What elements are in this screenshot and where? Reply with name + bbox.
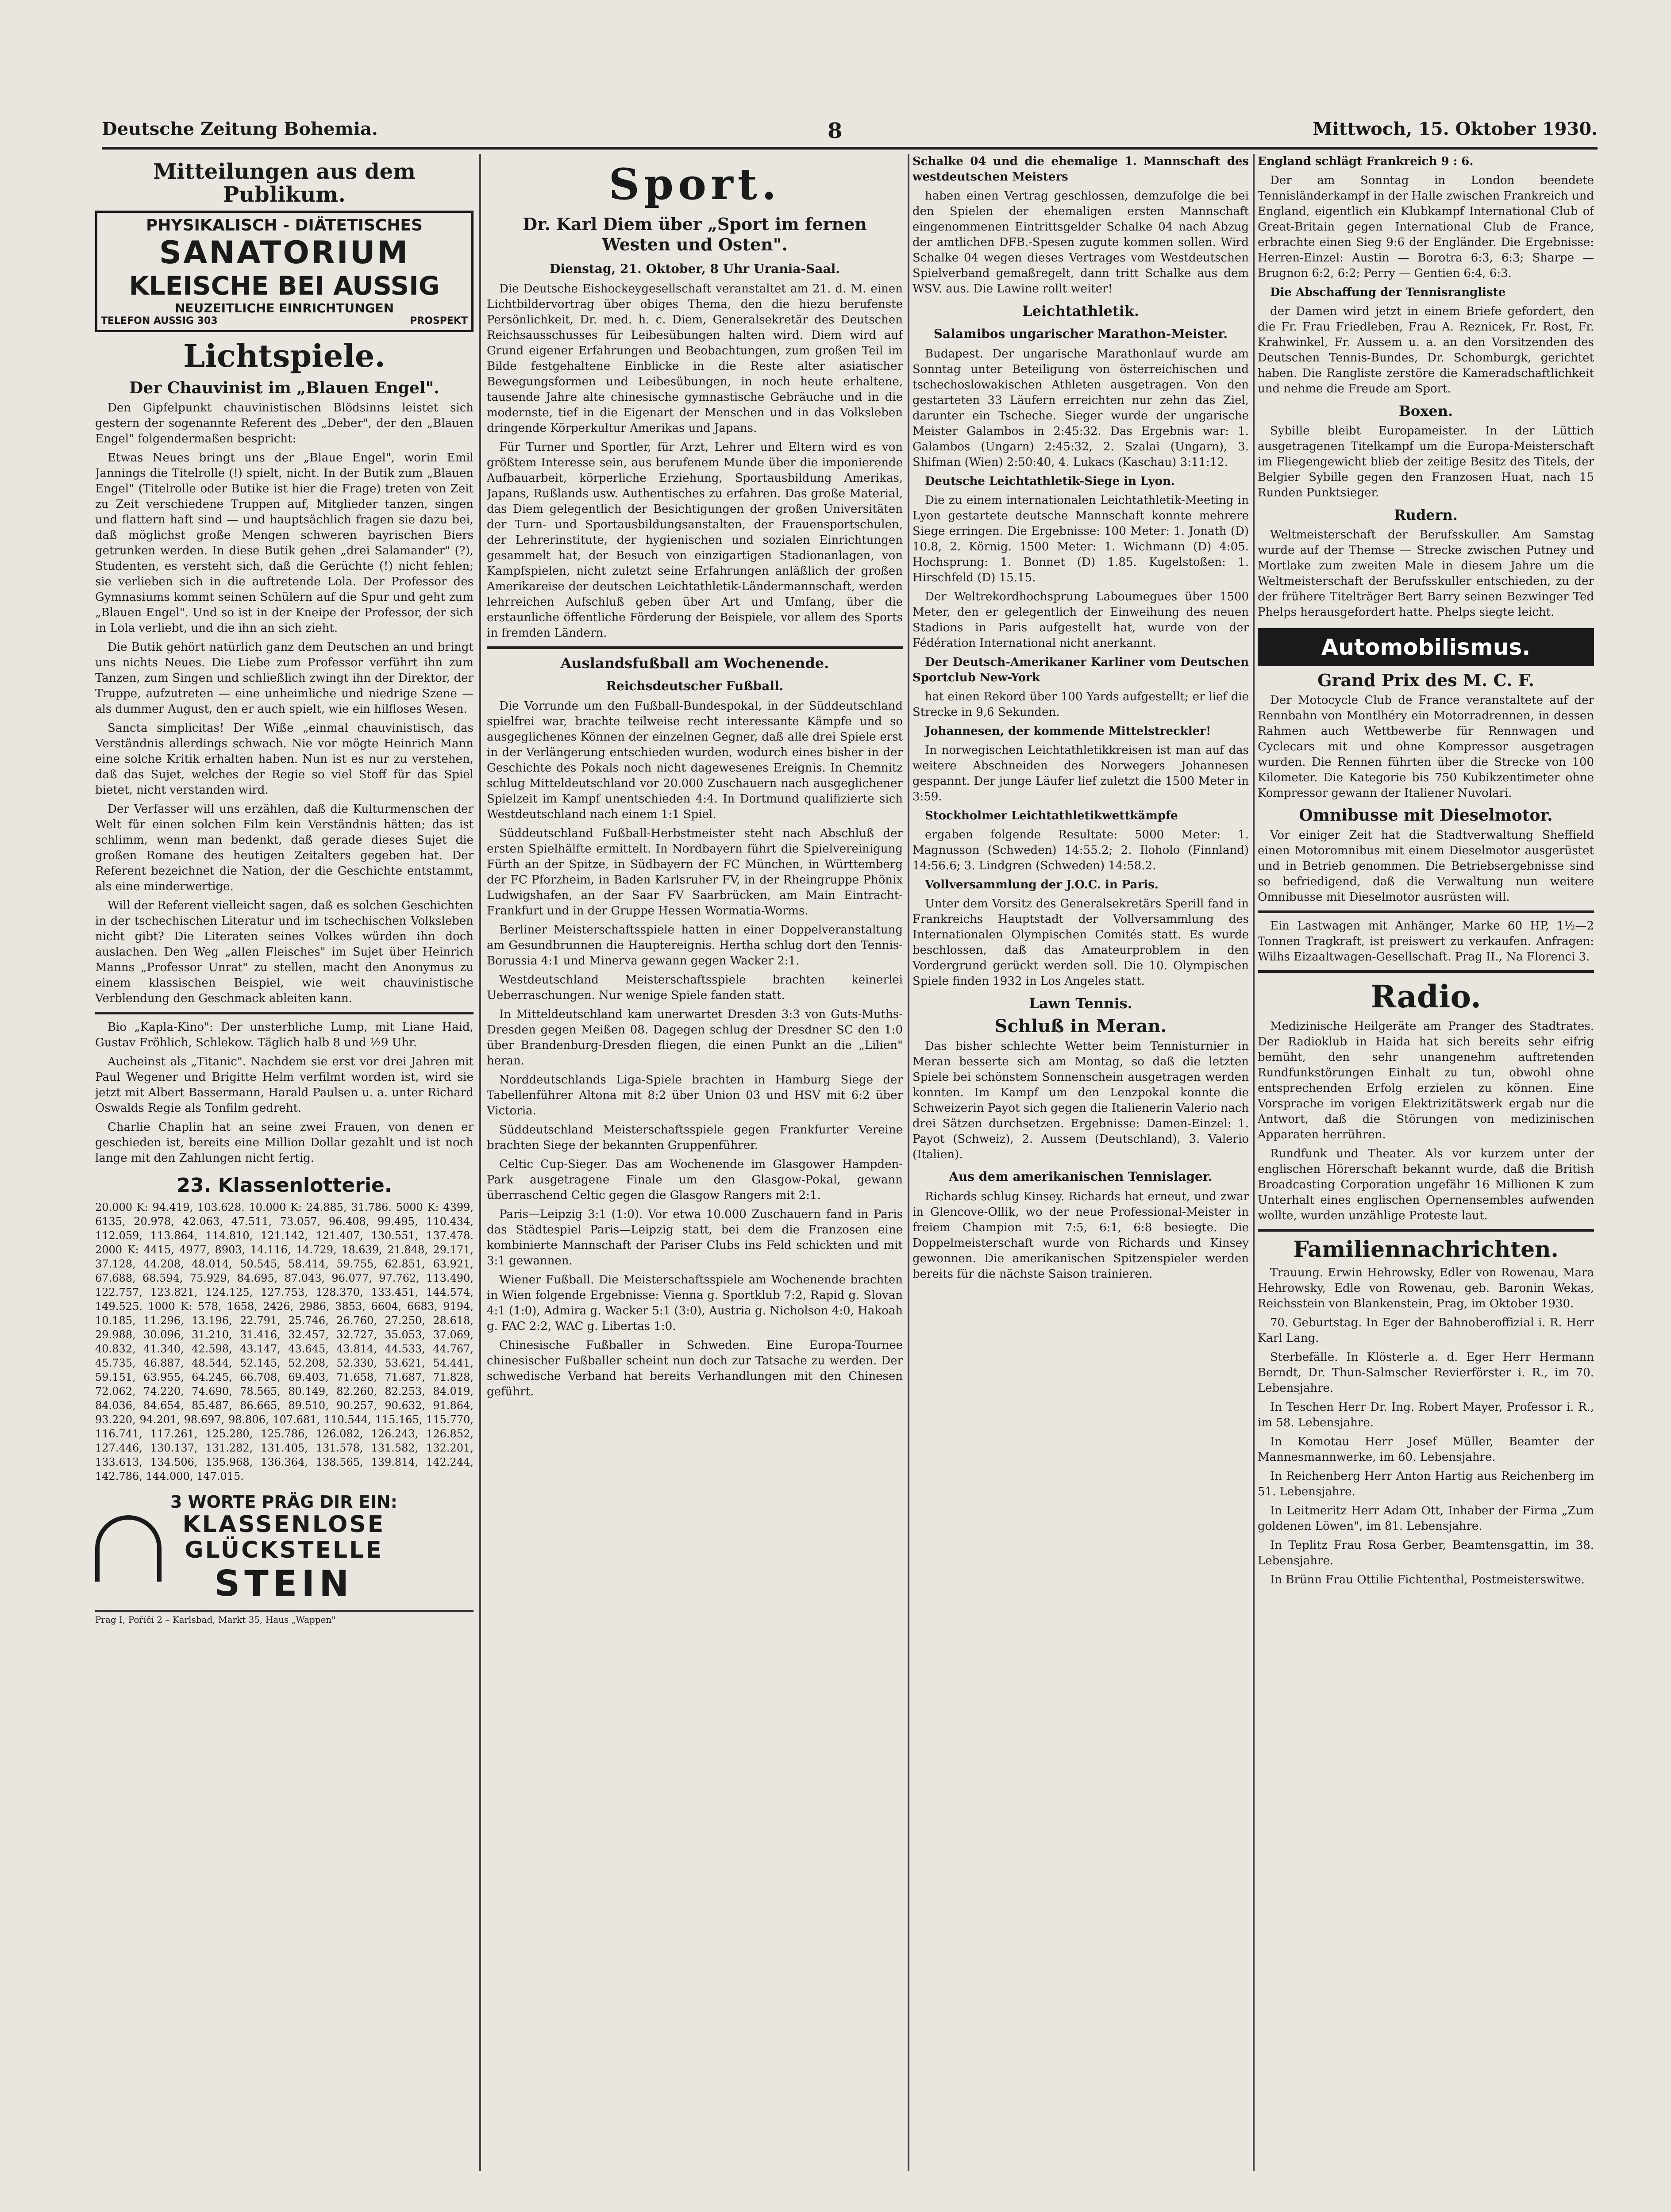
article-lead: Stockholmer Leichtathletikwettkämpfe — [925, 809, 1178, 822]
paragraph: Paris—Leipzig 3:1 (1:0). Vor etwa 10.000 Zuschauern fand in Paris das Städtespiel Paris—Leipzig statt, bei dem die Franzosen eine kombinierte Mannschaft der Pariser Clubs ins Feld schickten und mit 3:1 gewannen. — [487, 1208, 903, 1267]
article-body — [1258, 154, 1594, 397]
divider — [1258, 970, 1594, 973]
paragraph: Den Gipfelpunkt chauvinistischen Blödsinns leistet sich gestern der sogenannte Referent des „Deber", der den „Blauen Engel" folgendermaßen bespricht: — [95, 401, 474, 445]
article-lead: Der Deutsch-Amerikaner Karliner vom Deutschen Sportclub New-York — [913, 656, 1249, 684]
paragraph: der Damen wird jetzt in einem Briefe gefordert, den die Fr. Frau Friedleben, Frau A. Reznicek, Fr. Rost, Fr. Krahwinkel, Fr. Aussem u. a. an den Vorsitzenden des Deutschen Tennis-Bundes, Dr. Schomburgk, gerichtet haben. Die Rangliste zerstöre die Kameradschaftlichkeit und nehme die Freude am Sport. — [1258, 305, 1594, 396]
paragraph: 70. Geburtstag. In Eger der Bahnoberoffizial i. R. Herr Karl Lang. — [1258, 1316, 1594, 1345]
paragraph: In Brünn Frau Ottilie Fichtenthal, Postmeisterswitwe. — [1270, 1573, 1585, 1586]
article-heading: Omnibusse mit Dieselmotor. — [1299, 806, 1553, 825]
paragraph: Etwas Neues bringt uns der „Blaue Engel", worin Emil Jannings die Titelrolle (!) spielt, nicht. In der Butik zum „Blauen Engel" (Titelrolle oder Butike ist hier die Frage) treten von Zeit zu Zeit verschiedene Truppen auf, Mitglieder tanzen, singen und flattern haft sind — und hauptsächlich fragen sie dazu bei, daß möglichst große Mengen schweren bayrischen Biers getrunken werden. In diese Butik gehen „drei Salamander" (?), Studenten, es versteht sich, daß die Gerüchte (!) nicht fehlen; sie verlieben sich in die auftretende Lola. Der Professor des Gymnasiums kommt seinen Schülern auf die Spur und geht zum „Blauen Engel". Und so ist in der Kneipe der Professor, der sich in Lola verliebt, und die ihn an sich zieht. — [95, 451, 474, 635]
stein-ad — [95, 1492, 474, 1604]
paragraph: Bio „Kapla-Kino": Der unsterbliche Lump, mit Liane Haid, Gustav Fröhlich, Schlekow. Täglich halb 8 und ½9 Uhr. — [95, 1021, 474, 1049]
paragraph: Der Weltrekordhochsprung Laboumegues über 1500 Meter, den er gelegentlich der Einweihung des neuen Stadions in Paris aufgestellt hat, wurde von der Fédération International nicht anerkannt. — [913, 590, 1249, 650]
ad-line: PHYSIKALISCH - DIÄTETISCHES — [146, 216, 423, 234]
section-heading: Familiennachrichten. — [1293, 1236, 1559, 1262]
paragraph: Rundfunk und Theater. Als vor kurzem unter der englischen Hörerschaft bekannt wurde, daß die British Broadcasting Corporation ungefähr 16 Millionen K zum Unterhalt eines englischen Opernensembles aufwenden wollte, wurden unzählige Proteste laut. — [1258, 1147, 1594, 1222]
section-heading: Radio. — [1370, 978, 1482, 1015]
article-subheading: Reichsdeutscher Fußball. — [606, 679, 784, 693]
paragraph: Die Deutsche Eishockeygesellschaft veranstaltet am 21. d. M. einen Lichtbildervortrag über obiges Thema, den die hiezu berufenste Persönlichkeit, Dr. med. h. c. Diem, Generalsekretär des Deutschen Reichsausschusses für Leibesübungen halten wird. Diem wird auf Grund eigener Erfahrungen und Beobachtungen, zum großen Teil im Bilde festgehaltene Einblicke in die Reste alter asiatischer Bewegungsformen und Leibesübungen, in noch heute erhaltene, tausende Jahre alte chinesische gymnastische Gebräuche und in die modernste, tief in die Eigenart der Menschen und in das Volksleben dringende Körperkultur Amerikas und Japans. — [487, 282, 903, 435]
paragraph: hat einen Rekord über 100 Yards aufgestellt; er lief die Strecke in 9,6 Sekunden. — [913, 690, 1249, 719]
article-lead: Vollversammlung der J.O.C. in Paris. — [925, 878, 1159, 891]
article-body — [1258, 1019, 1594, 1224]
ad-footer — [101, 315, 468, 326]
column-rule — [1253, 154, 1255, 2171]
paragraph: Süddeutschland Fußball-Herbstmeister steht nach Abschluß der ersten Spielhälfte ermittelt. In Nordbayern führt die Spielvereinigung Fürth an der Spitze, in Südbayern der FC München, in Württemberg der FC Pforzheim, in Baden Karlsruher FV, in der Rheingruppe Phönix Ludwigshafen, an der Saar FV Saarbrücken, am Main Eintracht-Frankfurt und in der Gruppe Hessen Wormatia-Worms. — [487, 827, 903, 918]
column-3 — [913, 154, 1249, 2212]
article-heading: Salamibos ungarischer Marathon-Meister. — [933, 326, 1228, 341]
paragraph: Charlie Chaplin hat an seine zwei Frauen, von denen er geschieden ist, bereits eine Million Dollar gezahlt und ist noch lange mit den Zahlungen nicht fertig. — [95, 1121, 474, 1165]
paragraph: Vor einiger Zeit hat die Stadtverwaltung Sheffield einen Motoromnibus mit einem Dieselmotor ausgerüstet und in Betrieb genommen. Die Betriebsergebnisse sind so befriedigend, daß die Verwaltung nun weitere Omnibusse mit Dieselmotor ausrüsten will. — [1258, 829, 1594, 904]
column-2 — [487, 154, 903, 2212]
paragraph: Der am Sonntag in London beendete Tennisländerkampf in der Halle zwischen Frankreich und England, eigentlich ein Klubkampf International Club of Great-Britain gegen International Club de France, erbrachte einen Sieg 9:6 der Engländer. Die Ergebnisse: Herren-Einzel: Austin — Borotra 6:3, 6:3; Sharpe — Brugnon 6:2, 6:2; Perry — Gentien 6:4, 6:3. — [1258, 174, 1594, 280]
ad-line: KLASSENLOSE — [182, 1511, 385, 1538]
article-heading: Dr. Karl Diem über „Sport im fernen Westen und Osten". — [523, 214, 867, 254]
divider — [1258, 910, 1594, 913]
paragraph: Richards schlug Kinsey. Richards hat erneut, und zwar in Glencove-Ollik, wo der neue Professional-Meister in freiem Champion mit 7:5, 6:1, 6:8 besiegte. Die Doppelmeisterschaft wurde von Richards und Kinsey gewonnen. Die amerikanischen Spitzenspieler werden bereits für die nächste Saison trainieren. — [913, 1190, 1249, 1281]
lottery-heading: 23. Klassenlotterie. — [177, 1174, 392, 1197]
paragraph: haben einen Vertrag geschlossen, demzufolge die bei den Spielen der ehemaligen ersten Mannschaft eingenommenen Eintrittsgelder Schalke 04 nach Abzug der amtlichen DFB.-Spesen zugute kommen sollen. Wird Schalke 04 wegen dieses Vertrages vom Westdeutschen Spielverband gemaßregelt, dann tritt Schalke aus dem WSV. aus. Die Lawine rollt weiter! — [913, 189, 1249, 296]
ad-phone: TELEFON AUSSIG 303 — [101, 315, 218, 326]
article-body — [487, 699, 903, 1400]
paragraph: Weltmeisterschaft der Berufsskuller. Am Samstag wurde auf der Themse — Strecke zwischen Putney und Mortlake zum zweiten Male in diesem Jahre um die Weltmeisterschaft der Berufsskuller entschieden, zu der der frühere Titelträger Bert Barry seinen Bezwinger Ted Phelps herausgefordert hatte. Phelps siegte leicht. — [1258, 528, 1594, 619]
section-title: Sport. — [608, 159, 781, 209]
section-heading: Boxen. — [1398, 403, 1453, 419]
paragraph: Für Turner und Sportler, für Arzt, Lehrer und Eltern wird es von größtem Interesse sein, aus berufenem Munde über die imponierende Aufbauarbeit, körperliche Erziehung, Sportausbildung Amerikas, Japans, Rußlands usw. Authentisches zu erfahren. Das große Material, das Diem gelegentlich der Besichtigungen der großen Universitäten der Turn- und Sportausbildungsanstalten, der Frauensportschulen, der Lehrerinstitute, der hygienischen und sozialen Einrichtungen gesammelt hat, der Besuch von einzigartigen Stadionanlagen, von Kampfspielen, nicht zuletzt seine Erfahrungen anläßlich der großen Amerikareise der deutschen Leichtathletik-Ländermannschaft, werden lehrreichen Aufschluß geben über Art und Umfang, über die erstaunliche öffentliche Förderung der Beispiele, vor allem des Sports in fremden Ländern. — [487, 441, 903, 640]
ad-line: GLÜCKSTELLE — [184, 1537, 383, 1563]
column-4 — [1258, 154, 1594, 2212]
column-1 — [95, 154, 474, 2212]
paragraph: Unter dem Vorsitz des Generalsekretärs Sperill fand in Frankreichs Hauptstadt der Vollversammlung des Internationalen Olympischen Comités statt. Es wurde beschlossen, daß das Amateurproblem in den Vordergrund gerückt werden soll. Die 10. Olympischen Spiele finden 1932 in Los Angeles statt. — [913, 897, 1249, 988]
ad-prospekt: PROSPEKT — [410, 315, 468, 326]
article-body — [913, 1189, 1249, 1282]
newspaper-name: Deutsche Zeitung Bohemia. — [102, 119, 378, 139]
notices-heading: Mitteilungen aus dem Publikum. — [153, 159, 416, 207]
paragraph: Der Motocycle Club de France veranstaltete auf der Rennbahn von Montlhéry ein Motorradrennen, in dessen Rahmen auch Wettbewerbe für Rennwagen und Cyclecars mit und ohne Kompressor ausgetragen wurden. Die Rennen führten über die Strecke von 100 Kilometer. Die Kategorie bis 750 Kubikzentimeter ohne Kompressor gewann der Italiener Nuvolari. — [1258, 694, 1594, 800]
column-rule — [908, 154, 909, 2171]
ad-line: STEIN — [214, 1563, 354, 1604]
divider — [95, 1012, 474, 1014]
divider — [1258, 1229, 1594, 1232]
paragraph: Aucheinst als „Titanic". Nachdem sie erst vor drei Jahren mit Paul Wegener und Brigitte Helm verfilmt worden ist, wird sie jetzt mit Albert Bassermann, Harald Paulsen u. a. unter Richard Oswalds Regie als Tonfilm gedreht. — [95, 1055, 474, 1115]
paragraph: Das bisher schlechte Wetter beim Tennisturnier in Meran besserte sich am Montag, so daß die letzten Spiele bei schönstem Sonnenschein ausgetragen werden konnten. Im Kampf um den Lenzpokal konnte die Schweizerin Payot sich gegen die Italienerin Valerio nach drei Sätzen durchsetzen. Ergebnisse: Damen-Einzel: 1. Payot (Schweiz), 2. Aussem (Deutschland), 3. Valerio (Italien). — [913, 1040, 1249, 1161]
paragraph: In Reichenberg Herr Anton Hartig aus Reichenberg im 51. Lebensjahre. — [1258, 1470, 1594, 1498]
article-body — [913, 154, 1249, 297]
page-header — [102, 116, 1598, 150]
paragraph: Sancta simplicitas! Der Wiße „einmal chauvinistisch, das Verständnis allerdings schwach. Nie vor mögte Heinrich Mann eine solche Kritik erhalten haben. Nun ist es nur zu verstehen, daß das Sujet, welches der Regie so viel Stoff für das Spiel bietet, nicht verstanden wird. — [95, 722, 474, 797]
section-heading: Rudern. — [1394, 507, 1458, 523]
section-heading: Leichtathletik. — [1022, 303, 1140, 319]
lichtspiele-heading: Lichtspiele. — [183, 338, 385, 374]
ad-line: SANATORIUM — [159, 234, 410, 271]
paragraph: Süddeutschland Meisterschaftsspiele gegen Frankfurter Vereine brachten Siege der bekannten Gruppenführer. — [487, 1123, 903, 1152]
paragraph: In Leitmeritz Herr Adam Ott, Inhaber der Firma „Zum goldenen Löwen", im 81. Lebensjahre. — [1258, 1504, 1594, 1533]
imprint: Prag I, Poříčí 2 – Karlsbad, Markt 35, Haus „Wappen" — [95, 1610, 474, 1625]
lottery-numbers: 20.000 K: 94.419, 103.628. 10.000 K: 24.885, 31.786. 5000 K: 4399, 6135, 20.978, 42.063, 47.511, 73.057, 96.408, 99.495, 110.434, 112.059, 113.864, 114.810, 121.142, 121.407, 130.551, 137.478. 2000 K: 4415, 4977, 8903, 14.116, 14.729, 18.639, 21.848, 29.171, 37.128, 44.208, 48.014, 50.545, 58.414, 59.755, 62.851, 63.921, 67.688, 68.594, 75.929, 84.695, 87.043, 96.077, 97.762, 113.490, 122.757, 123.821, 124.125, 127.753, 128.370, 133.451, 144.574, 149.525. 1000 K: 578, 1658, 2426, 2986, 3853, 6604, 6683, 9194, 10.185, 11.296, 13.196, 22.791, 25.746, 26.760, 27.250, 28.618, 29.988, 30.096, 31.210, 31.416, 32.457, 32.727, 35.053, 37.069, 40.832, 41.340, 42.598, 43.147, 43.645, 43.814, 44.533, 44.767, 45.735, 46.887, 48.544, 52.145, 52.208, 52.330, 53.621, 54.441, 59.151, 63.955, 64.245, 66.708, 69.403, 71.658, 71.687, 71.828, 72.062, 74.220, 74.690, 78.565, 80.149, 82.260, 82.253, 84.019, 84.036, 84.654, 85.487, 86.665, 89.510, 90.257, 90.632, 91.864, 93.220, 94.201, 98.697, 98.806, 107.681, 110.544, 115.165, 115.770, 116.741, 117.261, 125.280, 125.786, 126.082, 126.243, 126.852, 127.446, 130.137, 131.282, 131.405, 131.578, 131.582, 132.201, 133.613, 134.506, 135.968, 136.364, 138.565, 139.814, 142.244, 142.786, 144.000, 147.015. — [95, 1201, 474, 1482]
paragraph: Chinesische Fußballer in Schweden. Eine Europa-Tournee chinesischer Fußballer scheint nun doch zur Tatsache zu werden. Der schwedische Verband hat bereits Verhandlungen mit den Chinesen geführt. — [487, 1339, 903, 1398]
ad-line: 3 WORTE PRÄG DIR EIN: — [170, 1492, 397, 1512]
article-body — [1258, 527, 1594, 620]
article-body — [95, 400, 474, 1166]
ad-line: NEUZEITLICHE EINRICHTUNGEN — [174, 301, 394, 315]
paragraph: ergaben folgende Resultate: 5000 Meter: 1. Magnusson (Schweden) 14:55.2; 2. Iloholo (Finnland) 14:56.6; 3. Lindgren (Schweden) 14:58.2. — [913, 828, 1249, 872]
article-lead: Deutsche Leichtathletik-Siege in Lyon. — [925, 475, 1175, 488]
paragraph: Westdeutschland Meisterschaftsspiele brachten keinerlei Ueberraschungen. Nur wenige Spiele fanden statt. — [487, 973, 903, 1002]
section-banner: Automobilismus. — [1258, 628, 1594, 666]
paragraph: In Teplitz Frau Rosa Gerber, Beamtensgattin, im 38. Lebensjahre. — [1258, 1539, 1594, 1567]
article-heading: Der Chauvinist im „Blauen Engel". — [129, 379, 439, 397]
paragraph: Will der Referent vielleicht sagen, daß es solchen Geschichten in der tschechischen Literatur und im tschechischen Volksleben nicht gibt? Die Literaten seines Volkes würden ihn doch auslachen. Den Weg „allen Fleisches" im Sujet über Heinrich Manns „Professor Unrat" zu stellen, macht den Anonymus zu einem klassischen Beispiel, wie weit chauvinistische Verblendung den Geschmack ableiten kann. — [95, 899, 474, 1005]
article-heading: Auslandsfußball am Wochenende. — [560, 655, 829, 672]
article-heading: Schluß in Meran. — [994, 1016, 1167, 1037]
paragraph: Trauung. Erwin Hehrowsky, Edler von Rowenau, Mara Hehrowsky, Edle von Rowenau, geb. Baronin Wekas, Reichsstein von Blankenstein, Prag, im Oktober 1930. — [1258, 1266, 1594, 1310]
article-lead: Schalke 04 und die ehemalige 1. Mannschaft des westdeutschen Meisters — [913, 155, 1249, 184]
paragraph: In norwegischen Leichtathletikkreisen ist man auf das weitere Abschneiden des Norwegers Johannesen gespannt. Der junge Läufer lief zuletzt die 1500 Meter in 3:59. — [913, 744, 1249, 803]
section-heading: Lawn Tennis. — [1029, 995, 1132, 1012]
article-heading: Grand Prix des M. C. F. — [1317, 670, 1534, 690]
paragraph: Budapest. Der ungarische Marathonlauf wurde am Sonntag unter Beteiligung von österreichischen und tschechoslowakischen Athleten ausgetragen. Von den gestarteten 33 Läufern erreichten nur zehn das Ziel, darunter ein Tscheche. Sieger wurde der ungarische Meister Galambos in 2:45:32. Das Ergebnis war: 1. Galambos (Ungarn) 2:45:32, 2. Szalai (Ungarn), 3. Shifman (Wien) 2:50:40, 4. Lukacs (Kaschau) 3:11:12. — [913, 347, 1249, 469]
article-body — [1258, 1265, 1594, 1588]
paragraph: Der Verfasser will uns erzählen, daß die Kulturmenschen der Welt für einen solchen Film kein Verständnis hätten; das ist schlimm, wenn man bedenkt, daß gerade dieses Sujet die großen Romane des heutigen Zeitalters gegeben hat. Der Referent bezeichnet die Nation, der die Geschichte entstammt, als eine minderwertige. — [95, 803, 474, 893]
article-subheading: Dienstag, 21. Oktober, 8 Uhr Urania-Saal. — [550, 261, 840, 276]
paragraph: Wiener Fußball. Die Meisterschaftsspiele am Wochenende brachten in Wien folgende Ergebnisse: Vienna g. Sportklub 7:2, Rapid g. Slovan 4:1 (1:0), Admira g. Wacker 5:1 (3:0), Austria g. Nicholson 4:0, Hakoah g. FAC 2:2, WAC g. Libertas 1:0. — [487, 1273, 903, 1333]
paragraph: Die Butik gehört natürlich ganz dem Deutschen an und bringt uns nichts Neues. Die Liebe zum Professor verführt ihn zum Tanzen, zum Singen und schließlich zwingt ihn der Direktor, der Truppe, aufzutreten — eine unheimliche und niedrige Szene — als dummer August, den er auch spielt, wie ein hilfloses Wesen. — [95, 641, 474, 716]
paragraph: Norddeutschlands Liga-Spiele brachten in Hamburg Siege der Tabellenführer Altona mit 8:2 über Union 03 und HSV mit 6:2 über Victoria. — [487, 1073, 903, 1118]
horseshoe-icon — [95, 1515, 162, 1582]
stein-ad-text — [170, 1492, 397, 1604]
paragraph: Celtic Cup-Sieger. Das am Wochenende im Glasgower Hampden-Park ausgetragene Finale um den Glasgow-Pokal, gewann überraschend Celtic gegen die Glasgow Rangers mit 2:1. — [487, 1158, 903, 1202]
paragraph: In Mitteldeutschland kam unerwartet Dresden 3:3 von Guts-Muths-Dresden gegen Meißen 08. Dagegen schlug der Dresdner SC den 1:0 über Brandenburg-Dresden fliegen, die einen Punkt an die „Lilien" heran. — [487, 1008, 903, 1068]
paragraph: In Komotau Herr Josef Müller, Beamter der Mannesmannwerke, im 60. Lebensjahre. — [1258, 1435, 1594, 1464]
article-body — [913, 1039, 1249, 1163]
article-lead: Johannesen, der kommende Mittelstreckler! — [925, 725, 1211, 738]
classified-ad: Ein Lastwagen mit Anhänger, Marke 60 HP, 1½—2 Tonnen Tragkraft, ist preiswert zu verkaufen. Anfragen: Wilhs Eizaaltwagen-Gesellschaft. Prag II., Na Florenci 3. — [1258, 919, 1594, 964]
paragraph: Die zu einem internationalen Leichtathletik-Meeting in Lyon gestartete deutsche Mannschaft konnte mehrere Siege erringen. Die Ergebnisse: 100 Meter: 1. Jonath (D) 10.8, 2. Körnig. 1500 Meter: 1. Wichmann (D) 4:05. Hochsprung: 1. Bonnet (D) 1.85. Kugelstoßen: 1. Hirschfeld (D) 15.15. — [913, 494, 1249, 584]
article-body — [1258, 423, 1594, 501]
page-number: 8 — [828, 119, 843, 143]
article-body — [487, 281, 903, 641]
sanatorium-ad — [95, 211, 474, 332]
paragraph: Medizinische Heilgeräte am Pranger des Stadtrates. Der Radioklub in Haida hat sich bereits sehr eifrig bemüht, den sehr unangenehm auftretenden Rundfunkstörungen Einhalt zu tun, obwohl ohne entsprechenden Erfolg erzielen zu können. Eine Vorsprache im vorigen Elektrizitätswerk ergab nur die Antwort, daß die Störungen von medizinischen Apparaten herrühren. — [1258, 1020, 1594, 1141]
paragraph: In Teschen Herr Dr. Ing. Robert Mayer, Professor i. R., im 58. Lebensjahre. — [1258, 1401, 1594, 1429]
paragraph: Die Vorrunde um den Fußball-Bundespokal, in der Süddeutschland spielfrei war, brachte teilweise recht interessante Kämpfe und so ausgeglichenes Können der einzelnen Gegner, daß alle drei Spiele erst in der Verlängerung entschieden wurden, wodurch eines bisher in der Geschichte des Pokals noch nicht dagewesenes Ereignis. In Chemnitz schlug Mitteldeutschland vor 20.000 Zuschauern nach ausgeglichener Spielzeit im Kampf unentschieden 4:4. In Dortmund qualifizierte sich Westdeutschland nach einem 1:1 Spiel. — [487, 699, 903, 821]
paragraph: Sybille bleibt Europameister. In der Lüttich ausgetragenen Titelkampf um die Europa-Meisterschaft im Fliegengewicht blieb der zeitige Besitz des Titels, der Belgier Sybille gegen den Franzosen Huat, nach 15 Runden Punktsieger. — [1258, 424, 1594, 499]
article-lead: England schlägt Frankreich 9 : 6. — [1258, 155, 1474, 168]
article-body — [1258, 693, 1594, 801]
paragraph: Berliner Meisterschaftsspiele hatten in einer Doppelveranstaltung am Gesundbrunnen die Hauptereignis. Hertha schlug dort den Tennis-Borussia 4:1 und Minerva gewann gegen Wacker 2:1. — [487, 923, 903, 968]
issue-date: Mittwoch, 15. Oktober 1930. — [1313, 119, 1598, 139]
divider — [487, 646, 903, 649]
paragraph: Sterbefälle. In Klösterle a. d. Eger Herr Hermann Berndt, Dr. Thun-Salmscher Revierförster i. R., im 70. Lebensjahre. — [1258, 1351, 1594, 1395]
column-rule — [479, 154, 481, 2171]
ad-line: KLEISCHE BEI AUSSIG — [129, 271, 440, 301]
article-heading: Aus dem amerikanischen Tennislager. — [949, 1169, 1213, 1184]
article-body — [913, 346, 1249, 989]
article-lead: Die Abschaffung der Tennisrangliste — [1270, 286, 1506, 299]
article-body — [1258, 828, 1594, 973]
